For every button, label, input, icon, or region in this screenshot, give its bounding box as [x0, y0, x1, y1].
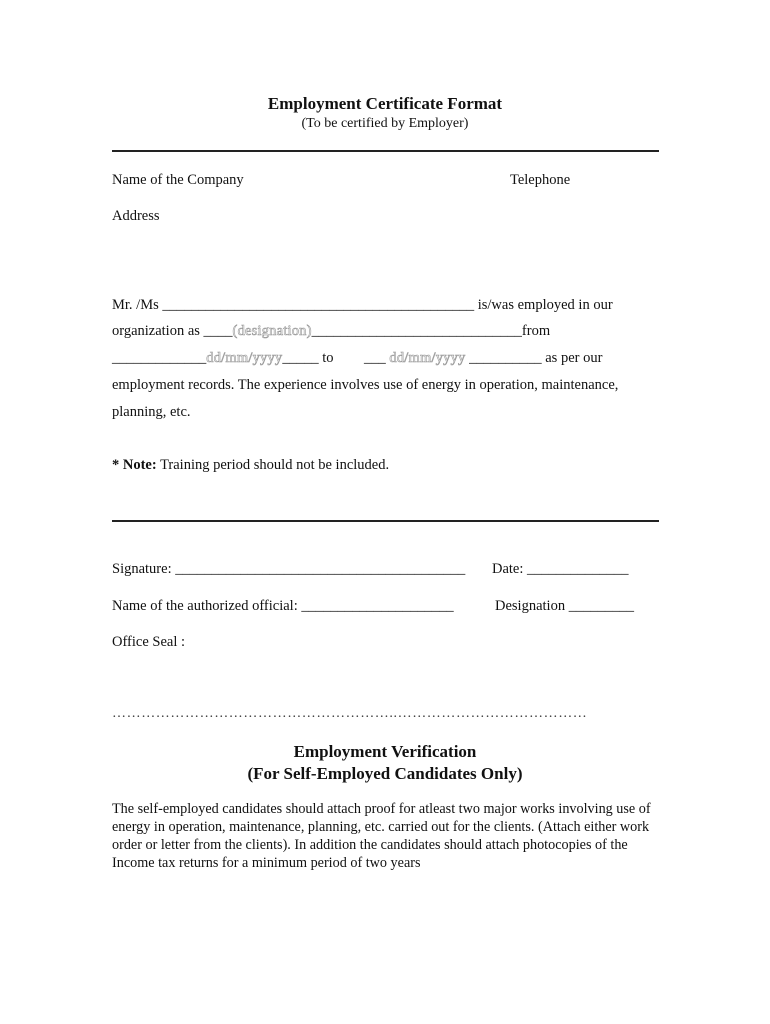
to-date-field[interactable]: dd/mm/yyyy: [389, 350, 466, 366]
designation-sign-field[interactable]: Designation _________: [495, 598, 634, 614]
telephone-label: Telephone: [510, 172, 571, 188]
signature-field[interactable]: Signature: ________________________________________: [112, 561, 466, 577]
page-title: Employment Certificate Format: [267, 94, 503, 113]
from-date-blank: _____________: [112, 350, 207, 366]
to-date-blank: ___: [364, 350, 386, 366]
training-note: [112, 457, 389, 474]
verification-paragraph: The self-employed candidates should attach proof for atleast two major works involving use of energy in operation, maintenance, planning, etc. carried out for the clients. (Attach either work order or letter from the clients). In addition the candidates should attach photocopies of the Income tax returns for a minimum period of two years: [112, 801, 651, 871]
address-label: Address: [112, 208, 160, 224]
middle-divider: [112, 520, 659, 522]
office-seal-label: Office Seal :: [112, 634, 186, 650]
verification-subtitle: (For Self-Employed Candidates Only): [247, 764, 523, 783]
date-field[interactable]: Date: ______________: [492, 561, 629, 577]
note-label: * Note:: [112, 457, 157, 473]
dotted-separator: …………………………………………………..…………………………………: [112, 706, 588, 721]
records-line: employment records. The experience involves use of energy in operation, maintenance,: [112, 377, 619, 393]
planning-line: planning, etc.: [112, 404, 191, 420]
to-date-tail: __________ as per our: [469, 350, 603, 366]
authorized-official-field[interactable]: Name of the authorized official: _____________________: [112, 598, 454, 614]
note-text: Training period should not be included.: [156, 457, 390, 473]
page-subtitle: (To be certified by Employer): [301, 116, 469, 131]
designation-field[interactable]: (designation): [232, 323, 312, 339]
employment-dates-line: [112, 350, 334, 367]
employee-name-line: Mr. /Ms ___________________________________________ is/was employed in our: [112, 297, 613, 313]
designation-prefix: organization as ____: [112, 323, 233, 339]
from-date-field[interactable]: dd/mm/yyyy: [206, 350, 283, 366]
from-date-tail: _____ to: [282, 350, 334, 366]
verification-title: Employment Verification: [293, 742, 477, 761]
top-divider: [112, 150, 659, 152]
designation-line: [112, 323, 550, 340]
company-name-label: Name of the Company: [112, 172, 244, 188]
to-date-segment: [364, 350, 602, 367]
designation-suffix: _____________________________from: [311, 323, 551, 339]
